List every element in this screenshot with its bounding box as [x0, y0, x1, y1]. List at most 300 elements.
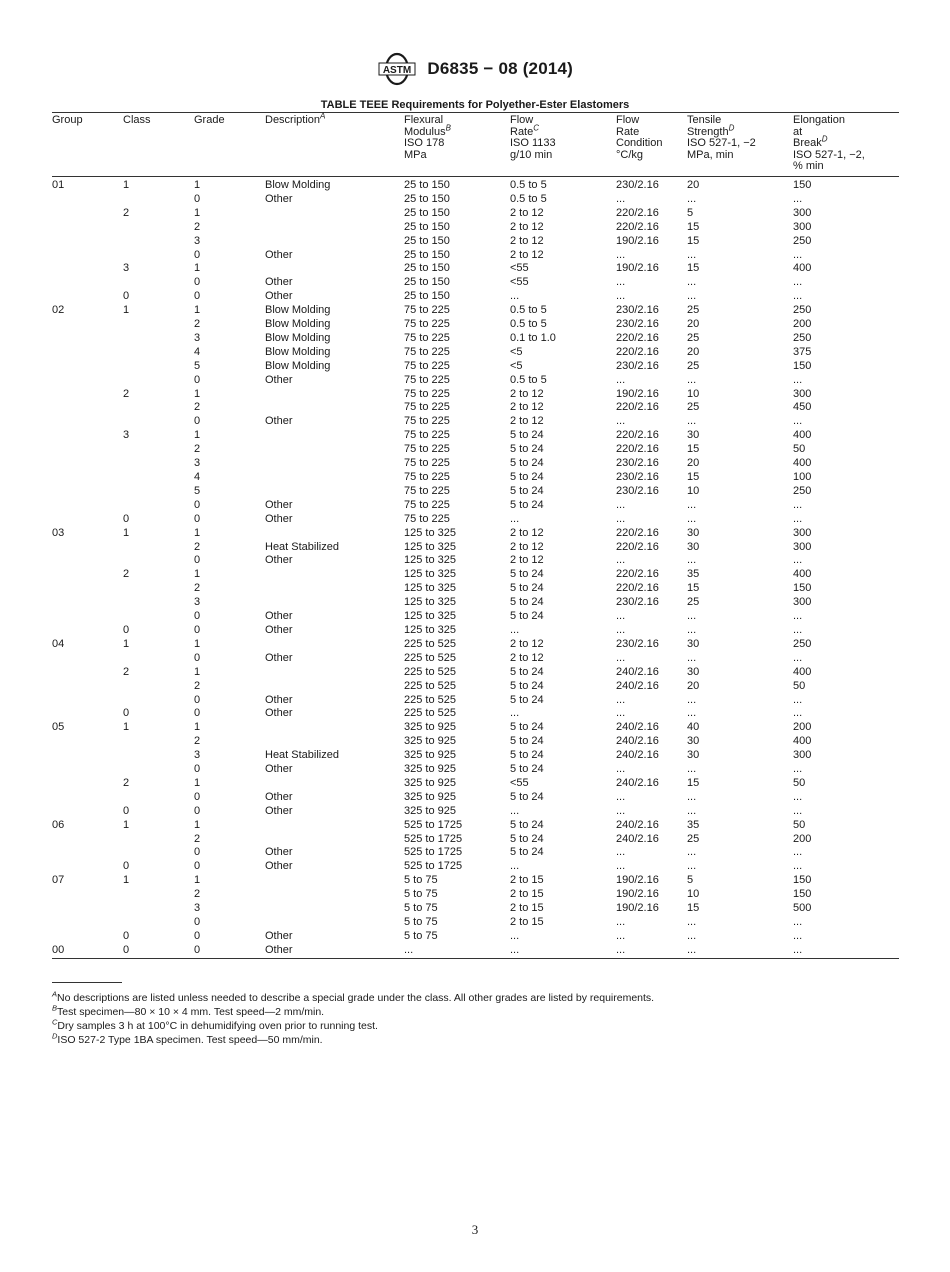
table-cell: ...: [687, 693, 697, 706]
table-cell: Heat Stabilized: [265, 540, 339, 553]
table-cell: [265, 888, 404, 902]
table-cell: 220/2.16: [616, 443, 659, 456]
table-cell: [52, 735, 123, 749]
table-cell: [52, 805, 123, 819]
requirements-table: [52, 112, 899, 959]
table-row: [52, 902, 899, 916]
table-cell: 230/2.16: [616, 596, 659, 609]
table-cell: [52, 610, 123, 624]
table-cell: 400: [793, 262, 812, 275]
table-cell: 190/2.16: [616, 902, 659, 915]
table-row: [52, 360, 899, 374]
table-cell: 0: [194, 192, 201, 205]
table-cell: ...: [616, 860, 626, 873]
table-cell: 30: [687, 429, 700, 442]
table-cell: 2: [194, 443, 201, 456]
table-cell: 225 to 525: [404, 637, 456, 650]
table-cell: [265, 916, 404, 930]
table-cell: 25 to 150: [404, 206, 450, 219]
table-cell: 03: [52, 526, 65, 539]
table-row: [52, 791, 899, 805]
table-cell: 0: [123, 804, 130, 817]
table-cell: ...: [687, 846, 697, 859]
table-cell: 250: [793, 234, 812, 247]
table-cell: 230/2.16: [616, 178, 659, 191]
table-cell: 25 to 150: [404, 248, 450, 261]
table-cell: 75 to 225: [404, 429, 450, 442]
table-cell: 230/2.16: [616, 318, 659, 331]
table-row: [52, 860, 899, 874]
table-cell: [52, 262, 123, 276]
table-cell: 50: [793, 443, 806, 456]
table-row: [52, 499, 899, 513]
table-cell: 1: [194, 637, 201, 650]
table-cell: 25: [687, 331, 700, 344]
table-cell: Other: [265, 512, 293, 525]
table-cell: 0: [194, 651, 201, 664]
table-cell: 225 to 525: [404, 707, 456, 720]
table-row: [52, 346, 899, 360]
table-cell: 5 to 24: [510, 735, 544, 748]
table-cell: 0: [194, 290, 201, 303]
table-cell: [123, 318, 194, 332]
table-cell: 300: [793, 526, 812, 539]
column-header: [793, 113, 899, 177]
table-cell: Other: [265, 610, 293, 623]
table-cell: [265, 471, 404, 485]
table-cell: [265, 596, 404, 610]
table-cell: [123, 443, 194, 457]
table-cell: 1: [194, 206, 201, 219]
table-cell: 230/2.16: [616, 484, 659, 497]
column-header-line: Class: [123, 114, 151, 126]
table-cell: 2 to 12: [510, 387, 544, 400]
table-cell: 1: [123, 818, 130, 831]
table-cell: [265, 235, 404, 249]
table-cell: 225 to 525: [404, 651, 456, 664]
table-cell: 1: [194, 387, 201, 400]
table-cell: 75 to 225: [404, 345, 450, 358]
table-cell: [52, 485, 123, 499]
table-cell: 5 to 24: [510, 679, 544, 692]
table-cell: 240/2.16: [616, 721, 659, 734]
table-cell: 0: [123, 623, 130, 636]
table-cell: 20: [687, 345, 700, 358]
table-cell: [52, 346, 123, 360]
table-cell: 230/2.16: [616, 471, 659, 483]
table-row: [52, 290, 899, 304]
table-cell: 190/2.16: [616, 874, 659, 887]
table-cell: ...: [616, 554, 626, 567]
table-cell: 525 to 1725: [404, 832, 463, 845]
table-cell: 2 to 15: [510, 888, 544, 901]
table-cell: ...: [510, 290, 520, 303]
table-cell: [123, 749, 194, 763]
table-cell: 15: [687, 471, 700, 483]
table-cell: 250: [793, 484, 812, 497]
table-cell: 0: [194, 916, 201, 928]
table-cell: [52, 930, 123, 944]
table-cell: ...: [616, 373, 626, 386]
table-cell: 2 to 12: [510, 206, 544, 219]
table-cell: ...: [793, 373, 803, 386]
table-cell: ...: [510, 623, 520, 636]
table-cell: [265, 429, 404, 443]
table-cell: 2: [123, 387, 130, 400]
table-cell: 5 to 24: [510, 443, 544, 456]
table-cell: ...: [510, 929, 520, 942]
table-cell: 190/2.16: [616, 888, 659, 901]
table-cell: Other: [265, 623, 293, 636]
table-cell: 5 to 24: [510, 498, 544, 511]
table-cell: [123, 554, 194, 568]
column-header-line: Break: [793, 137, 822, 150]
page-number: 3: [471, 1222, 479, 1237]
table-cell: [265, 582, 404, 596]
column-header-line: MPa, min: [687, 148, 734, 161]
table-row: [52, 318, 899, 332]
footnote-text: No descriptions are listed unless needed to describe a special grade under the class. All other grades are listed by requirements.: [57, 992, 655, 1004]
table-cell: 2 to 12: [510, 540, 544, 553]
table-cell: [52, 624, 123, 638]
table-cell: 25: [687, 304, 700, 317]
table-cell: 30: [687, 637, 700, 650]
table-cell: [52, 652, 123, 666]
table-cell: [52, 680, 123, 694]
table-cell: 75 to 225: [404, 373, 450, 386]
table-cell: ...: [616, 929, 626, 942]
table-cell: 4: [194, 471, 201, 483]
table-row: [52, 457, 899, 471]
table-cell: 325 to 925: [404, 721, 456, 734]
column-header: [52, 113, 123, 177]
table-cell: 325 to 925: [404, 776, 456, 789]
table-cell: <55: [510, 262, 529, 275]
table-cell: 220/2.16: [616, 582, 659, 595]
table-cell: 75 to 225: [404, 443, 450, 456]
table-cell: 225 to 525: [404, 693, 456, 706]
table-cell: 0.5 to 5: [510, 373, 547, 386]
table-row: [52, 930, 899, 944]
column-header-line: Strength: [687, 125, 729, 138]
table-cell: 0: [194, 944, 265, 958]
table-cell: Blow Molding: [265, 178, 331, 191]
column-header-line: % min: [793, 160, 824, 173]
table-cell: Blow Molding: [265, 331, 331, 344]
table-row: [52, 513, 899, 527]
column-header: [194, 113, 265, 177]
table-cell: ...: [687, 623, 697, 636]
table-cell: 5: [687, 206, 694, 219]
table-cell: Blow Molding: [265, 304, 331, 317]
table-cell: 0: [194, 554, 201, 567]
table-cell: 5 to 24: [510, 818, 544, 831]
table-row: [52, 582, 899, 596]
footnotes: [52, 991, 654, 1047]
header-row: [52, 113, 899, 177]
table-row: [52, 833, 899, 847]
table-row: [52, 666, 899, 680]
table-cell: 20: [687, 457, 700, 470]
table-row: [52, 944, 899, 958]
table-cell: ...: [687, 804, 697, 817]
table-cell: [123, 680, 194, 694]
table-cell: [52, 666, 123, 680]
table-cell: [265, 388, 404, 402]
table-row: [52, 527, 899, 541]
table-cell: 240/2.16: [616, 818, 659, 831]
table-cell: 0: [194, 415, 201, 428]
table-cell: [123, 652, 194, 666]
table-cell: ...: [616, 651, 626, 664]
table-cell: ...: [616, 846, 626, 859]
footnote-mark: D: [728, 122, 735, 132]
table-cell: 15: [687, 582, 700, 595]
table-cell: 1: [123, 526, 130, 539]
table-cell: [123, 791, 194, 805]
column-header: [265, 113, 404, 177]
table-cell: ...: [687, 554, 697, 567]
table-row: [52, 568, 899, 582]
table-cell: 1: [123, 304, 130, 317]
table-cell: [52, 888, 123, 902]
table-cell: ...: [616, 693, 626, 706]
table-cell: [123, 193, 194, 207]
table-cell: 25 to 150: [404, 262, 450, 275]
table-cell: [52, 777, 123, 791]
table-cell: 50: [793, 679, 806, 692]
table-cell: 220/2.16: [616, 401, 659, 414]
table-cell: [52, 318, 123, 332]
footnote-mark: D: [52, 1031, 58, 1041]
table-cell: [265, 777, 404, 791]
table-row: [52, 276, 899, 290]
table-cell: 200: [793, 318, 812, 331]
table-row: [52, 735, 899, 749]
table-cell: 25 to 150: [404, 290, 450, 303]
footnote: [52, 1019, 654, 1033]
table-cell: 125 to 325: [404, 540, 456, 553]
table-cell: 2 to 12: [510, 415, 544, 428]
table-cell: 1: [194, 776, 201, 789]
footnote-text: Test specimen—80 × 10 × 4 mm. Test speed—2 mm/min.: [57, 1006, 325, 1018]
table-row: [52, 304, 899, 318]
table-cell: 30: [687, 735, 700, 748]
table-cell: [52, 694, 123, 708]
table-cell: ...: [687, 512, 697, 525]
table-cell: 0: [194, 804, 201, 817]
table-cell: 300: [793, 596, 812, 609]
table-row: [52, 374, 899, 388]
table-cell: 5 to 24: [510, 596, 544, 609]
table-row: [52, 249, 899, 263]
table-cell: 400: [793, 735, 812, 748]
table-cell: 5 to 24: [510, 693, 544, 706]
table-cell: ...: [510, 860, 520, 873]
table-cell: [52, 290, 123, 304]
footnote-rule: [52, 982, 122, 983]
table-header: [52, 113, 899, 177]
table-cell: [52, 916, 123, 930]
table-cell: 5 to 24: [510, 582, 544, 595]
table-cell: 1: [194, 304, 201, 317]
table-row: [52, 846, 899, 860]
table-cell: 5: [194, 484, 201, 497]
table-cell: [52, 235, 123, 249]
table-cell: [52, 833, 123, 847]
table-row: [52, 805, 899, 819]
table-cell: ...: [616, 790, 626, 803]
table-cell: 3: [194, 902, 201, 915]
table-cell: [52, 374, 123, 388]
table-cell: 0.5 to 5: [510, 192, 547, 205]
table-cell: 5 to 75: [404, 929, 438, 942]
table-cell: [123, 610, 194, 624]
table-row: [52, 415, 899, 429]
table-cell: ...: [687, 944, 793, 958]
table-cell: [123, 916, 194, 930]
table-cell: 15: [687, 262, 700, 275]
table-cell: ...: [793, 846, 803, 859]
table-cell: 3: [194, 596, 201, 609]
table-cell: ...: [616, 415, 626, 428]
table-cell: ...: [616, 804, 626, 817]
table-row: [52, 193, 899, 207]
table-cell: 3: [123, 429, 130, 442]
table-cell: [265, 902, 404, 916]
table-cell: 125 to 325: [404, 623, 456, 636]
column-header: [510, 113, 616, 177]
table-cell: 06: [52, 818, 65, 831]
table-cell: 125 to 325: [404, 568, 456, 581]
table-cell: [52, 207, 123, 221]
table-cell: 2: [194, 888, 201, 901]
footnote-mark: B: [445, 122, 451, 132]
table-cell: [265, 721, 404, 735]
table-cell: [123, 374, 194, 388]
table-cell: 1: [194, 818, 201, 831]
table-cell: [52, 429, 123, 443]
table-cell: 0.5 to 5: [510, 318, 547, 331]
table-cell: ...: [793, 623, 803, 636]
table-cell: 0: [123, 929, 130, 942]
table-cell: 5 to 24: [510, 721, 544, 734]
table-cell: 15: [687, 220, 700, 233]
table-cell: 225 to 525: [404, 679, 456, 692]
table-cell: 150: [793, 874, 812, 887]
table-cell: ...: [687, 916, 697, 928]
table-cell: [123, 763, 194, 777]
table-cell: Other: [265, 415, 293, 428]
column-header-line: Tensile: [687, 114, 722, 126]
table-cell: [123, 846, 194, 860]
table-cell: [265, 485, 404, 499]
table-cell: 150: [793, 359, 812, 372]
table-cell: 200: [793, 721, 812, 734]
footnote: [52, 1005, 654, 1019]
table-cell: <55: [510, 776, 529, 789]
table-cell: 5 to 24: [510, 457, 544, 470]
table-cell: Other: [265, 929, 293, 942]
table-cell: [52, 791, 123, 805]
table-cell: 15: [687, 443, 700, 456]
table-cell: 2 to 12: [510, 637, 544, 650]
table-cell: ...: [793, 790, 803, 803]
table-cell: 100: [793, 471, 812, 483]
table-cell: 1: [123, 874, 130, 887]
table-cell: ...: [616, 512, 626, 525]
table-cell: 1: [194, 429, 201, 442]
table-cell: 3: [194, 749, 201, 762]
table-cell: 20: [687, 178, 700, 191]
table-cell: [265, 207, 404, 221]
table-cell: 250: [793, 331, 812, 344]
table-row: [52, 652, 899, 666]
table-cell: 0: [194, 860, 201, 873]
table-cell: 190/2.16: [616, 262, 659, 275]
table-cell: 25 to 150: [404, 276, 450, 289]
table-cell: [52, 443, 123, 457]
table-cell: Other: [265, 192, 293, 205]
table-cell: 3: [194, 331, 201, 344]
document-header: [0, 52, 950, 86]
table-cell: 240/2.16: [616, 832, 659, 845]
table-cell: 5 to 24: [510, 610, 544, 623]
table-cell: ...: [616, 498, 626, 511]
table-cell: [52, 276, 123, 290]
table-row: [52, 262, 899, 276]
table-cell: 230/2.16: [616, 637, 659, 650]
table-cell: 00: [52, 944, 123, 958]
table-cell: 25 to 150: [404, 178, 450, 191]
table-cell: 2: [194, 318, 201, 331]
table-cell: [52, 707, 123, 721]
table-cell: [123, 221, 194, 235]
table-row: [52, 485, 899, 499]
table-cell: Other: [265, 944, 404, 958]
table-cell: Other: [265, 290, 293, 303]
table-cell: ...: [687, 790, 697, 803]
table-cell: 0: [194, 790, 201, 803]
column-header-line: MPa: [404, 148, 427, 161]
table-cell: 150: [793, 888, 812, 901]
table-cell: 2: [194, 582, 201, 595]
table-cell: ...: [616, 623, 626, 636]
table-cell: [52, 249, 123, 263]
table-cell: 5 to 24: [510, 790, 544, 803]
table-cell: 5: [194, 359, 201, 372]
table-cell: 1: [194, 262, 201, 275]
table-cell: 2 to 12: [510, 526, 544, 539]
astm-logo-icon: [377, 52, 417, 86]
table-cell: ...: [510, 707, 520, 720]
table-row: [52, 471, 899, 485]
table-cell: 0: [123, 860, 130, 873]
table-row: [52, 721, 899, 735]
table-cell: 25 to 150: [404, 192, 450, 205]
table-cell: 300: [793, 387, 812, 400]
table-cell: ...: [687, 763, 697, 776]
table-cell: Other: [265, 373, 293, 386]
table-cell: ...: [793, 929, 803, 942]
table-cell: [123, 888, 194, 902]
table-cell: ...: [793, 498, 803, 511]
table-cell: 5 to 75: [404, 902, 438, 915]
table-cell: ...: [510, 512, 520, 525]
table-cell: <5: [510, 345, 523, 358]
column-header-line: Rate: [510, 125, 534, 138]
table-cell: ...: [616, 276, 626, 289]
